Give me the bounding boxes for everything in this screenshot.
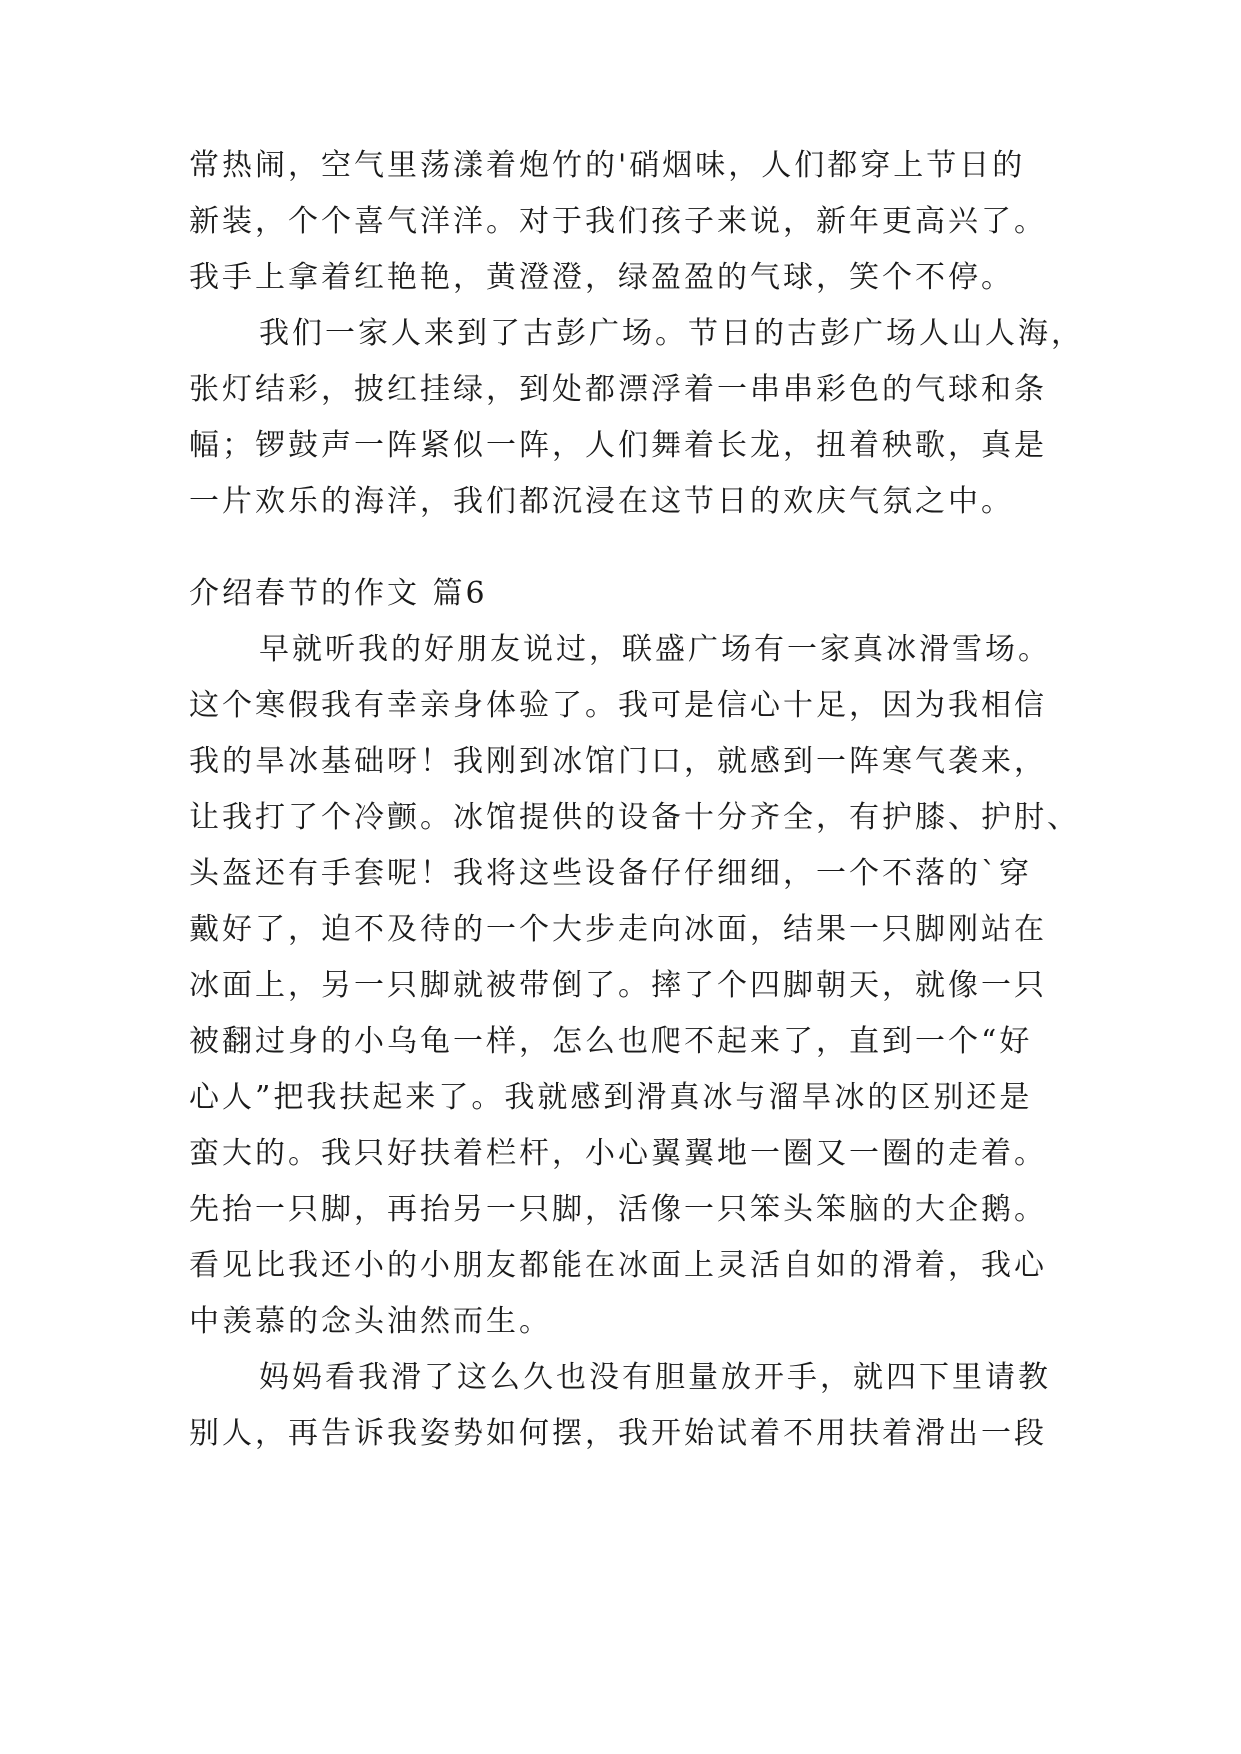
paragraph-line: 蛮大的。我只好扶着栏杆，小心翼翼地一圈又一圈的走着。 — [189, 1136, 1047, 1171]
paragraph-line: 新装，个个喜气洋洋。对于我们孩子来说，新年更高兴了。 — [189, 204, 1047, 239]
paragraph-line: 我手上拿着红艳艳，黄澄澄，绿盈盈的气球，笑个不停。 — [189, 260, 1014, 295]
paragraph-line: 一片欢乐的海洋，我们都沉浸在这节日的欢庆气氛之中。 — [189, 484, 1014, 519]
paragraph-line: 冰面上，另一只脚就被带倒了。摔了个四脚朝天，就像一只 — [189, 968, 1047, 1003]
paragraph-line: 我的旱冰基础呀！我刚到冰馆门口，就感到一阵寒气袭来， — [189, 744, 1047, 779]
paragraph-line: 被翻过身的小乌龟一样，怎么也爬不起来了，直到一个“好 — [189, 1024, 1033, 1059]
paragraph-line: 中羡慕的念头油然而生。 — [189, 1304, 552, 1339]
paragraph-line: 心人”把我扶起来了。我就感到滑真冰与溜旱冰的区别还是 — [189, 1080, 1033, 1115]
paragraph-line: 看见比我还小的小朋友都能在冰面上灵活自如的滑着，我心 — [189, 1248, 1047, 1283]
paragraph-line: 这个寒假我有幸亲身体验了。我可是信心十足，因为我相信 — [189, 688, 1047, 723]
paragraph-line: 先抬一只脚，再抬另一只脚，活像一只笨头笨脑的大企鹅。 — [189, 1192, 1047, 1227]
paragraph-line: 张灯结彩，披红挂绿，到处都漂浮着一串串彩色的气球和条 — [189, 372, 1047, 407]
paragraph-line: 我们一家人来到了古彭广场。节日的古彭广场人山人海， — [259, 316, 1084, 351]
paragraph-line: 妈妈看我滑了这么久也没有胆量放开手，就四下里请教 — [259, 1360, 1051, 1395]
paragraph-line: 让我打了个冷颤。冰馆提供的设备十分齐全，有护膝、护肘、 — [189, 800, 1080, 835]
paragraph-line: 别人，再告诉我姿势如何摆，我开始试着不用扶着滑出一段 — [189, 1416, 1047, 1451]
section-heading: 介绍春节的作文 篇6 — [189, 576, 488, 611]
paragraph-line: 戴好了，迫不及待的一个大步走向冰面，结果一只脚刚站在 — [189, 912, 1047, 947]
paragraph-line: 头盔还有手套呢！我将这些设备仔仔细细，一个不落的`穿 — [189, 856, 1032, 891]
paragraph-line: 幅；锣鼓声一阵紧似一阵，人们舞着长龙，扭着秧歌，真是 — [189, 428, 1047, 463]
paragraph-line: 常热闹，空气里荡漾着炮竹的'硝烟味，人们都穿上节日的 — [189, 148, 1026, 183]
paragraph-line: 早就听我的好朋友说过，联盛广场有一家真冰滑雪场。 — [259, 632, 1051, 667]
